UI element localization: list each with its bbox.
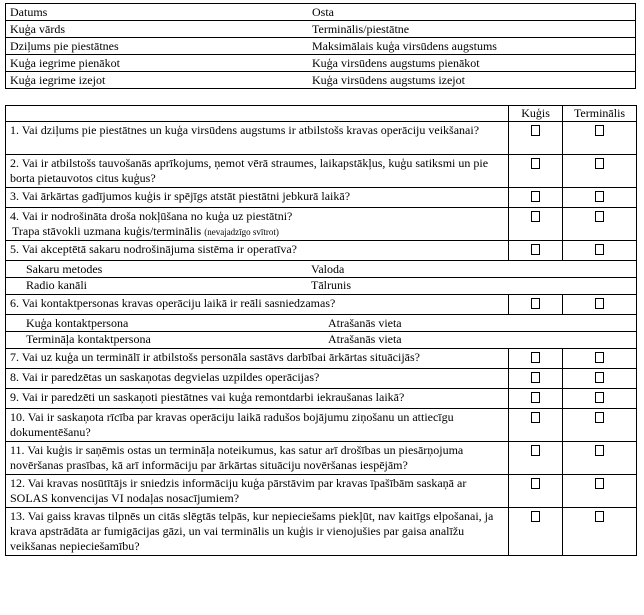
question-row [6,188,637,208]
info-left: Kuģa iegrime izejot [10,72,106,87]
terminal-checkbox[interactable] [595,478,604,489]
question-row [6,369,637,389]
ship-checkbox[interactable] [531,445,540,456]
ship-checkbox[interactable] [531,372,540,383]
terminal-cell [563,208,637,241]
subinfo-right: Atrašanās vieta [328,332,402,346]
info-left: Datums [6,4,311,21]
info-right: Kuģa virsūdens augstums izejot [312,72,465,87]
question-text: 7. Vai uz kuģa un terminālī ir atbilstošs personāla sastāvs darbībai ārkārtas situācijās? [6,349,509,369]
terminal-cell [563,409,637,442]
question-row [6,442,637,475]
question-text: 13. Vai gaiss kravas tilpnēs un citās slēgtās telpās, kur nepieciešams piekļūt, nav kaitīgs elpošanai, ja krava apstrādāta ar fumigācijas gāzi, un vai terminālis un kuģis ir vienojušies par gaisa analīžu veikšanas nepieciešamību? [6,508,509,556]
terminal-checkbox[interactable] [595,191,604,202]
subinfo-left: Sakaru metodes [26,262,103,276]
ship-cell [509,241,563,261]
terminal-cell [563,475,637,508]
ship-checkbox[interactable] [531,191,540,202]
ship-checkbox[interactable] [531,412,540,423]
question-row [6,241,637,261]
info-row [6,55,636,72]
question-text: 5. Vai akceptētā sakaru nodrošinājuma sistēma ir operatīva? [6,241,509,261]
question-text: 3. Vai ārkārtas gadījumos kuģis ir spējīgs atstāt piestātni jebkurā laikā? [6,188,509,208]
question-row [6,208,637,241]
subinfo-left: Kuģa kontaktpersona [26,316,129,330]
terminal-checkbox[interactable] [595,352,604,363]
header-blank [6,106,509,122]
question-line2-note: (nevajadzīgo svītrot) [204,227,279,237]
terminal-checkbox[interactable] [595,511,604,522]
info-row [6,21,636,38]
terminal-checkbox[interactable] [595,372,604,383]
ship-checkbox[interactable] [531,211,540,222]
checklist-table [5,105,637,556]
subinfo-row [6,315,637,349]
ship-cell [509,409,563,442]
question-text: 10. Vai ir saskaņota rīcība par kravas operāciju laikā radušos bojājumu ziņošanu un attiecīgu dokumentēšanu? [6,409,509,442]
question-row [6,389,637,409]
terminal-cell [563,295,637,315]
question-text: 12. Vai kravas nosūtītājs ir sniedzis informāciju kuģa pārstāvim par kravas īpašībām saskaņā ar SOLAS konvencijas VI nodaļas nosacījumiem? [6,475,509,508]
ship-checkbox[interactable] [531,392,540,403]
ship-cell [509,349,563,369]
terminal-cell [563,508,637,556]
question-line2: Trapa stāvokli uzmana kuģis/terminālis [12,224,202,238]
subinfo-right: Tālrunis [311,278,351,292]
terminal-checkbox[interactable] [595,244,604,255]
subinfo-left: Termināļa kontaktpersona [26,332,151,346]
subinfo-line [6,277,636,293]
terminal-checkbox[interactable] [595,158,604,169]
question-row [6,409,637,442]
subinfo-right: Atrašanās vieta [328,316,402,330]
info-row [6,72,636,89]
info-left: Kuģa iegrime pienākot [6,55,311,72]
info-right: Osta [310,4,636,21]
ship-cell [509,208,563,241]
info-row [6,38,636,55]
terminal-cell [563,188,637,208]
question-text: 8. Vai ir paredzētas un saskaņotas degvielas uzpildes operācijas? [6,369,509,389]
question-row [6,295,637,315]
question-subline [10,224,504,239]
terminal-checkbox[interactable] [595,445,604,456]
ship-cell [509,508,563,556]
subinfo-row [6,261,637,295]
question-text: 1. Vai dziļums pie piestātnes un kuģa virsūdens augstums ir atbilstošs kravas operāciju veikšanai? [6,122,509,155]
info-row [6,4,636,21]
question-text: 9. Vai ir paredzēti un saskaņoti piestātnes vai kuģa remontdarbi iekraušanas laikā? [6,389,509,409]
info-right: Maksimālais kuģa virsūdens augstums [310,38,636,55]
terminal-checkbox[interactable] [595,298,604,309]
ship-checkbox[interactable] [531,244,540,255]
terminal-checkbox[interactable] [595,392,604,403]
info-table [5,3,636,89]
subinfo-line [26,262,636,277]
subinfo-right: Valoda [311,262,345,276]
ship-checkbox[interactable] [531,298,540,309]
terminal-cell [563,389,637,409]
ship-cell [509,155,563,188]
question-row [6,508,637,556]
terminal-checkbox[interactable] [595,412,604,423]
question-text: 6. Vai kontaktpersonas kravas operāciju laikā ir reāli sasniedzamas? [6,295,509,315]
ship-checkbox[interactable] [531,158,540,169]
ship-cell [509,295,563,315]
terminal-checkbox[interactable] [595,125,604,136]
question-row [6,349,637,369]
ship-cell [509,122,563,155]
ship-checkbox[interactable] [531,352,540,363]
ship-cell [509,475,563,508]
ship-cell [509,188,563,208]
ship-checkbox[interactable] [531,125,540,136]
info-left: Kuģa vārds [6,21,311,38]
question-text: 11. Vai kuģis ir saņēmis ostas un termināļa noteikumus, kas satur arī drošības un piesārņojuma novēršanas prasības, kā arī informāciju par ārkārtas situāciju novēršanas iespējām? [6,442,509,475]
terminal-cell [563,155,637,188]
header-ship: Kuģis [509,106,563,122]
question-cell [6,208,509,241]
ship-checkbox[interactable] [531,478,540,489]
info-left: Dziļums pie piestātnes [6,38,311,55]
question-text: 2. Vai ir atbilstošs tauvošanās aprīkojums, ņemot vērā straumes, laikapstākļus, kuģu satiksmi un pie borta pietauvotos citus kuģus? [6,155,509,188]
ship-cell [509,369,563,389]
question-row [6,155,637,188]
terminal-cell [563,122,637,155]
terminal-cell [563,369,637,389]
question-row [6,122,637,155]
terminal-cell [563,442,637,475]
info-right: Terminālis/piestātne [310,21,636,38]
subinfo-line [6,331,636,347]
info-right: Kuģa virsūdens augstums pienākot [310,55,636,72]
subinfo-cell [6,315,637,349]
subinfo-left: Radio kanāli [26,278,87,292]
ship-cell [509,442,563,475]
ship-checkbox[interactable] [531,511,540,522]
subinfo-line [26,316,636,331]
header-terminal: Terminālis [563,106,637,122]
terminal-checkbox[interactable] [595,211,604,222]
checklist-header [6,106,637,122]
question-row [6,475,637,508]
ship-cell [509,389,563,409]
terminal-cell [563,349,637,369]
question-text: 4. Vai ir nodrošināta droša nokļūšana no kuģa uz piestātni? [10,209,293,223]
terminal-cell [563,241,637,261]
subinfo-cell [6,261,637,295]
